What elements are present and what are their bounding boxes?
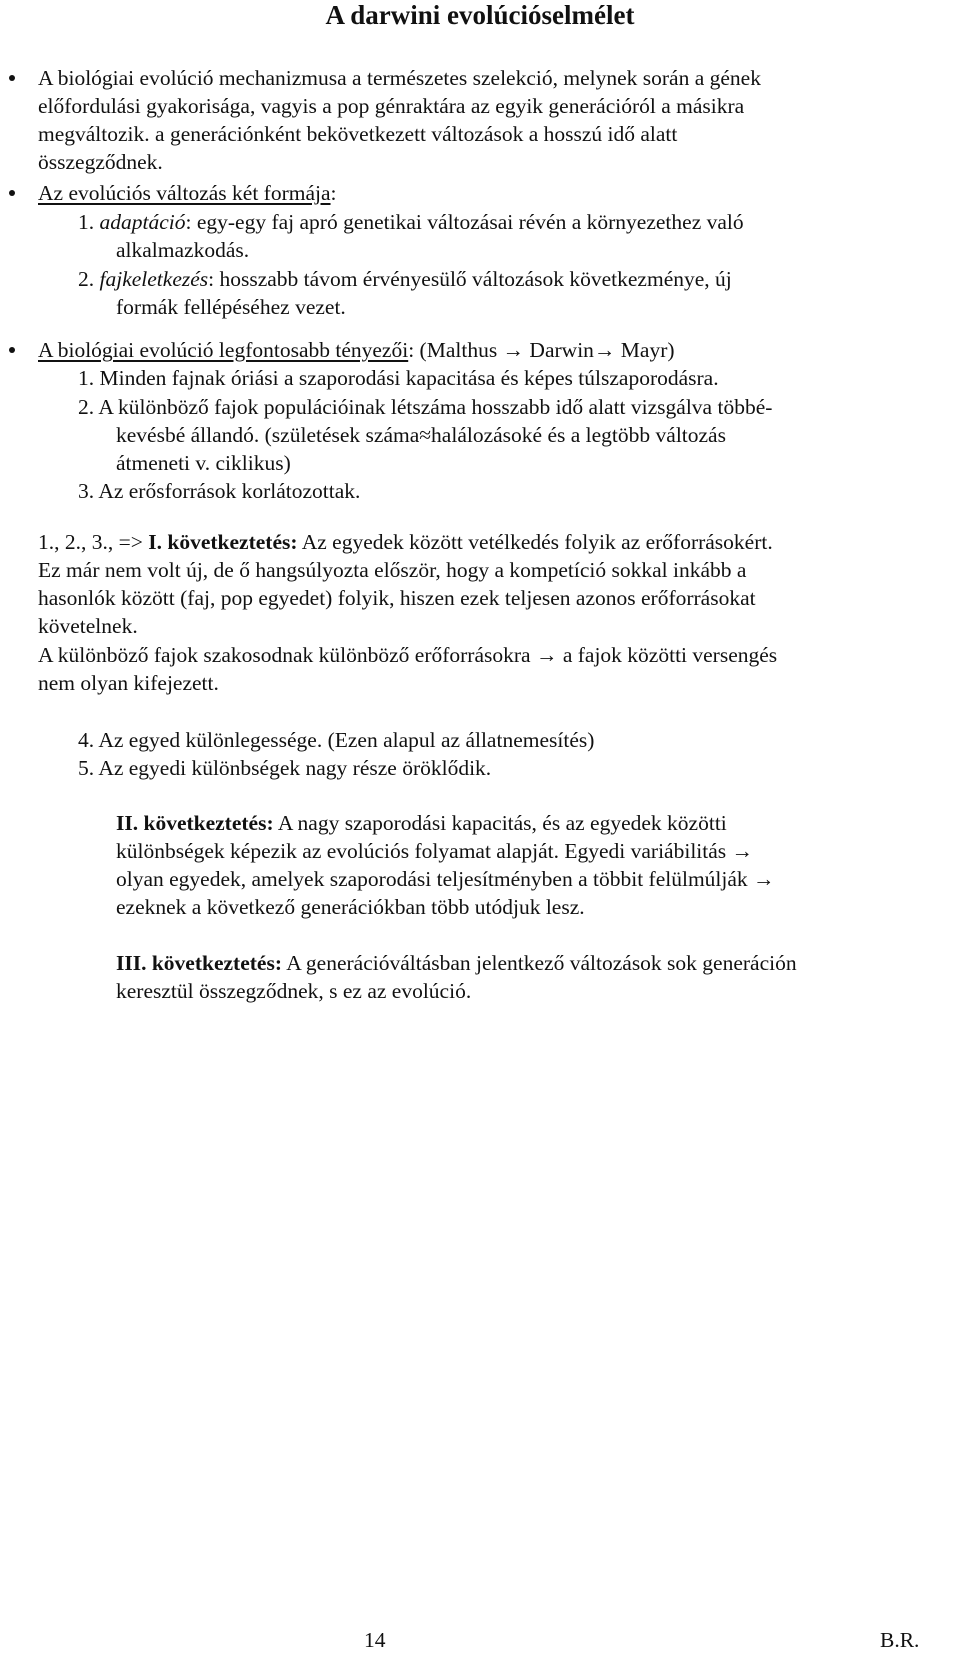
item-number: 1. [78,210,95,234]
paragraph-line: A biológiai evolúció mechanizmusa a természetes szelekció, melynek során a gének [38,66,761,90]
paragraph-line: ezeknek a következő generációkban több utódjuk lesz. [116,895,585,919]
bullet-marker [9,347,15,353]
item-text: : hosszabb távom érvényesülő változások következménye, új [208,267,732,291]
conclusion-prefix: 1., 2., 3., => [38,530,149,554]
list-item: 5. Az egyedi különbségek nagy része öröklődik. [78,756,492,780]
author-initials: B.R. [880,1628,920,1652]
page-number: 14 [364,1628,386,1652]
conclusion-label: II. következtetés: [116,811,274,835]
item-number: 2. [78,267,95,291]
section-heading [38,179,337,207]
item-term: adaptáció [99,210,186,234]
list-item: 4. Az egyed különlegessége. (Ezen alapul az állatnemesítés) [78,728,595,752]
list-item: 1. Minden fajnak óriási a szaporodási kapacitása és képes túlszaporodásra. [78,366,719,390]
paragraph-line: hasonlók között (faj, pop egyedet) folyik, hiszen ezek teljesen azonos erőforrásokat [38,586,756,610]
list-item-continuation: kevésbé állandó. (születések száma≈halálozásoké és a legtöbb változás [116,423,726,447]
list-item: 3. Az erősforrások korlátozottak. [78,479,361,503]
conclusion-3 [116,949,797,977]
paragraph-line: nem olyan kifejezett. [38,671,219,695]
bullet-marker [9,75,15,81]
list-item-continuation: alkalmazkodás. [116,238,250,262]
item-term: fajkeletkezés [99,267,209,291]
page-title: A darwini evolúcióselmélet [325,0,635,30]
paragraph-line: olyan egyedek, amelyek szaporodási teljesítményben a többit felülmúlják → [116,867,775,891]
conclusion-text: A nagy szaporodási kapacitás, és az egyedek közötti [273,811,727,835]
paragraph-line: megváltozik. a generációnként bekövetkezett változások a hosszú idő alatt [38,122,678,146]
list-item-continuation: formák fellépéséhez vezet. [116,295,346,319]
conclusion-1 [38,528,773,556]
paragraph-line: összegződnek. [38,150,163,174]
paragraph-line: különbségek képezik az evolúciós folyamat alapját. Egyedi variábilitás → [116,839,754,863]
list-item [78,265,732,293]
heading-tail: : (Malthus → Darwin→ Mayr) [408,338,675,362]
conclusion-2 [116,809,727,837]
list-item-continuation: átmeneti v. ciklikus) [116,451,291,475]
heading-text: Az evolúciós változás két formája [38,181,331,205]
paragraph-line: követelnek. [38,614,138,638]
paragraph-line: Ez már nem volt új, de ő hangsúlyozta először, hogy a kompetíció sokkal inkább a [38,558,747,582]
item-text: : egy-egy faj apró genetikai változásai révén a környezethez való [185,210,744,234]
section-heading [38,336,675,364]
conclusion-text: A generációváltásban jelentkező változások sok generáción [282,951,797,975]
heading-text: A biológiai evolúció legfontosabb tényezői [38,338,409,362]
conclusion-text: Az egyedek között vetélkedés folyik az erőforrásokért. [297,530,773,554]
conclusion-label: I. következtetés: [148,530,298,554]
heading-tail: : [330,181,337,205]
paragraph-line: előfordulási gyakorisága, vagyis a pop génraktára az egyik generációról a másikra [38,94,745,118]
list-item: 2. A különböző fajok populációinak létszáma hosszabb idő alatt vizsgálva többé- [78,395,773,419]
bullet-marker [9,190,15,196]
list-item [78,208,744,236]
paragraph-line: keresztül összegződnek, s ez az evolúció. [116,979,472,1003]
paragraph-line: A különböző fajok szakosodnak különböző erőforrásokra → a fajok közötti versengés [38,643,778,667]
conclusion-label: III. következtetés: [116,951,282,975]
